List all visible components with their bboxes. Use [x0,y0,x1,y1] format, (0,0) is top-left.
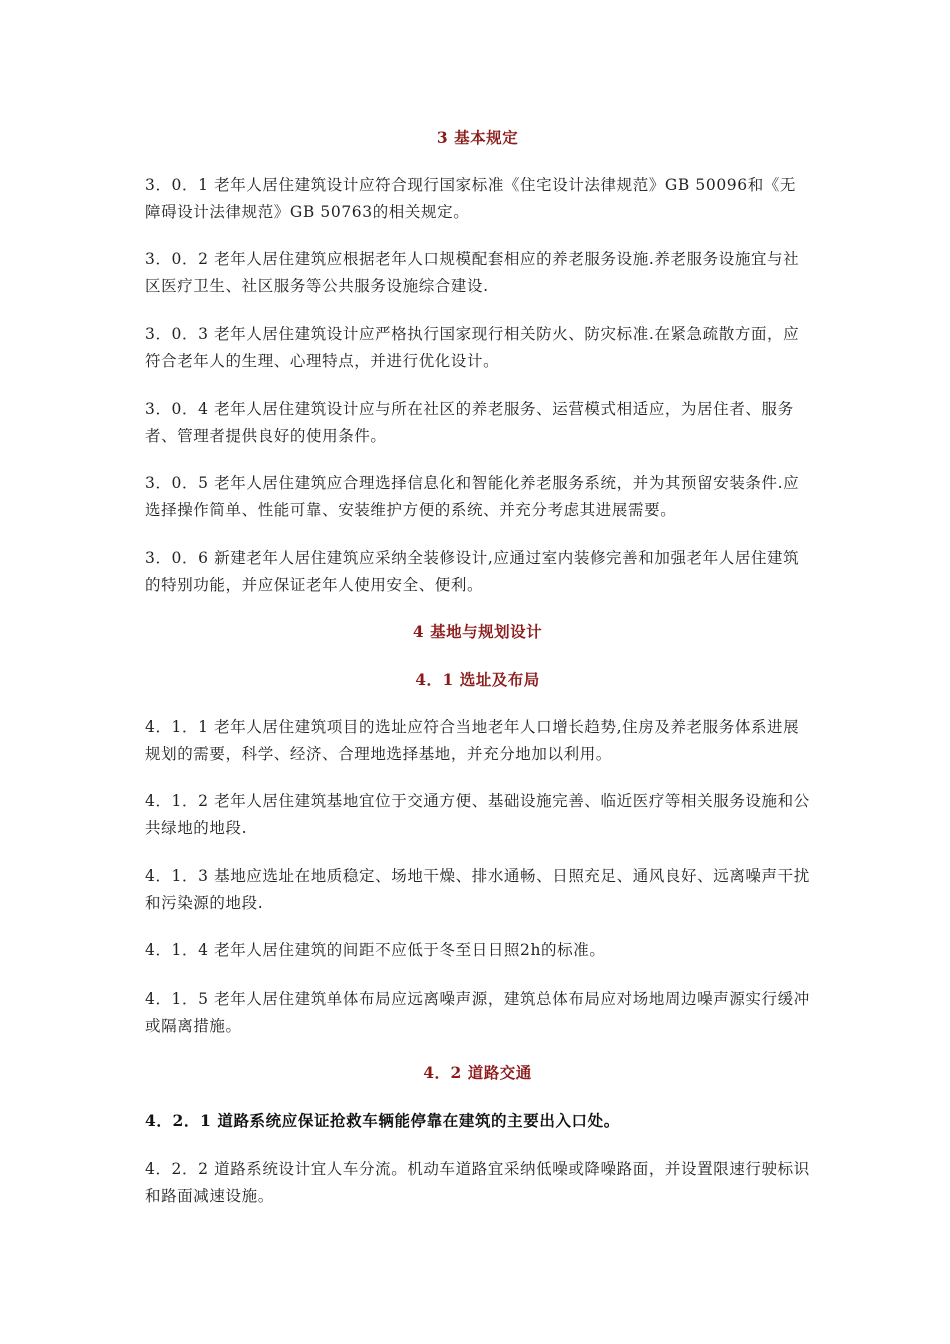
clause-4-1-4: 4．1．4 老年人居住建筑的间距不应低于冬至日日照2h的标准。 [145,941,606,959]
clause-3-0-2: 3．0．2 老年人居住建筑应根据老年人口规模配套相应的养老服务设施.养老服务设施宜与社区医疗卫生、社区服务等公共服务设施综合建设. [145,250,800,295]
clause-4-1-3: 4．1．3 基地应选址在地质稳定、场地干燥、排水通畅、日照充足、通风良好、远离噪声干扰和污染源的地段. [145,867,810,912]
clause-4-2-2: 4．2．2 道路系统设计宜人车分流。机动车道路宜采纳低噪或降噪路面，并设置限速行驶标识和路面减速设施。 [145,1160,810,1205]
clause-3-0-5: 3．0．5 老年人居住建筑应合理选择信息化和智能化养老服务系统，并为其预留安装条件.应选择操作简单、性能可靠、安装维护方便的系统、并充分考虑其进展需要。 [145,474,800,519]
clause-4-1-1: 4．1．1 老年人居住建筑项目的选址应符合当地老年人口增长趋势,住房及养老服务体系进展规划的需要，科学、经济、合理地选择基地，并充分地加以利用。 [145,718,800,763]
clause-4-1-5: 4．1．5 老年人居住建筑单体布局应远离噪声源，建筑总体布局应对场地周边噪声源实行缓冲或隔离措施。 [145,990,810,1035]
clause-3-0-1: 3．0．1 老年人居住建筑设计应符合现行国家标准《住宅设计法律规范》GB 50096和《无障碍设计法律规范》GB 50763的相关规定。 [145,176,797,221]
section-4-heading: 4 基地与规划设计 [412,622,543,641]
clause-4-2-1: 4．2．1 道路系统应保证抢救车辆能停靠在建筑的主要出入口处。 [145,1111,620,1130]
clause-4-1-2: 4．1．2 老年人居住建筑基地宜位于交通方便、基础设施完善、临近医疗等相关服务设施和公共绿地的地段. [145,792,810,837]
clause-3-0-4: 3．0．4 老年人居住建筑设计应与所在社区的养老服务、运营模式相适应，为居住者、服务者、管理者提供良好的使用条件。 [145,400,794,445]
section-4-2-heading: 4．2 道路交通 [423,1063,532,1082]
section-4-1-heading: 4．1 选址及布局 [415,670,540,689]
section-3-heading: 3 基本规定 [436,128,519,147]
clause-3-0-6: 3．0．6 新建老年人居住建筑应采纳全装修设计,应通过室内装修完善和加强老年人居住建筑的特别功能，并应保证老年人使用安全、便利。 [145,549,800,594]
clause-3-0-3: 3．0．3 老年人居住建筑设计应严格执行国家现行相关防火、防灾标准.在紧急疏散方面，应符合老年人的生理、心理特点，并进行优化设计。 [145,325,800,370]
